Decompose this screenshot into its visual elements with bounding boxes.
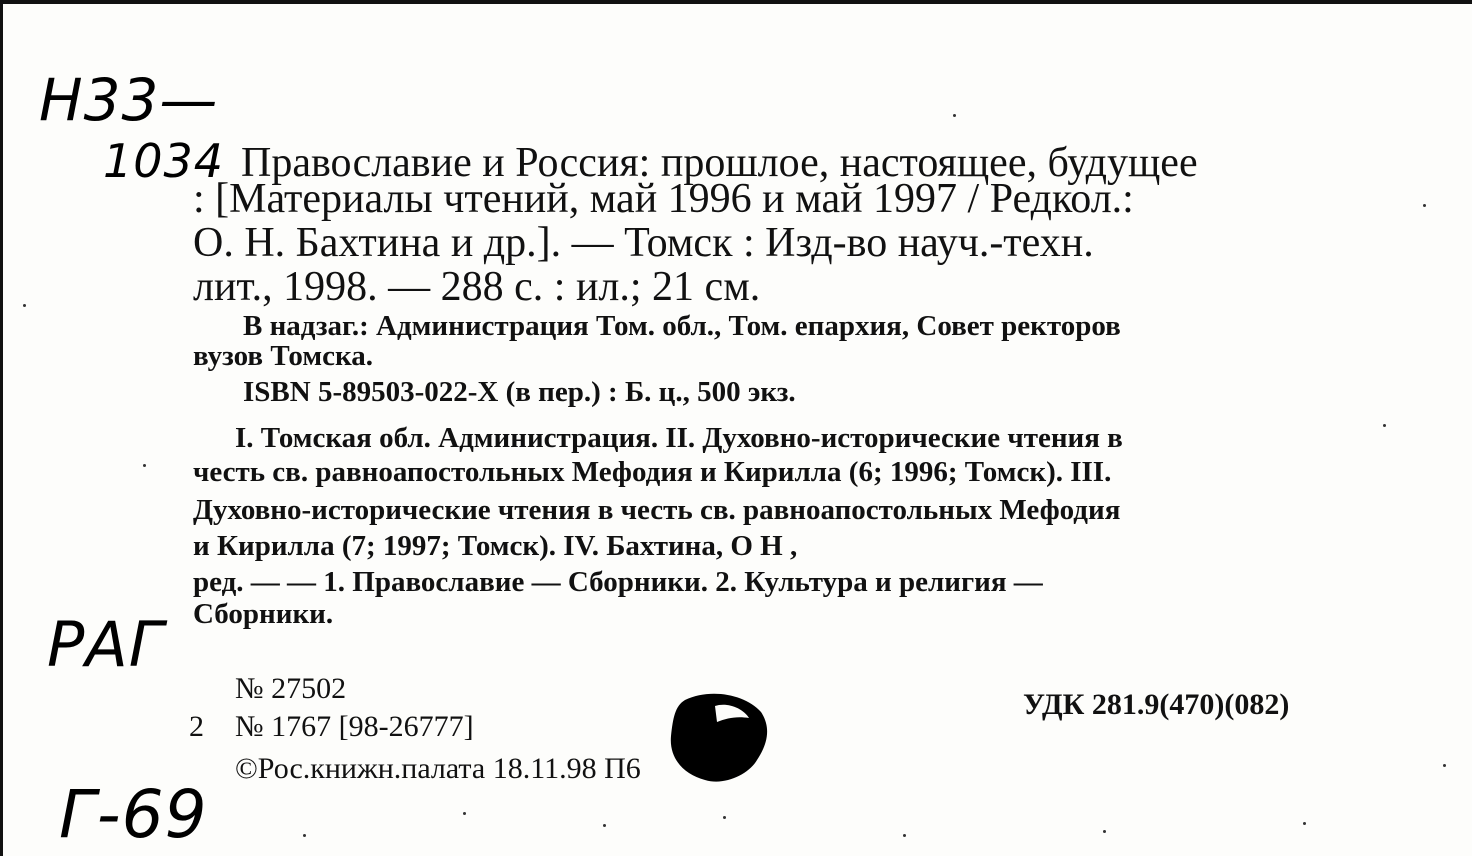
title-line-2: : [Материалы чтений, май 1996 и май 1997 / Редкол.: — [193, 176, 1134, 222]
title-line-4: лит., 1998. — 288 с. : ил.; 21 см. — [193, 264, 761, 310]
subject-line-6: Сборники. — [193, 598, 334, 630]
footer-number-1: № 27502 — [235, 672, 347, 705]
handwritten-mark-middle: РАГ — [47, 608, 165, 681]
subject-line-2: честь св. равноапостольных Мефодия и Кирилла (6; 1996; Томск). III. — [193, 456, 1112, 488]
handwritten-mark-bottom: Г-69 — [59, 776, 208, 853]
handwritten-shelf-number: 1034 — [103, 134, 225, 188]
footer-udk: УДК 281.9(470)(082) — [1023, 688, 1290, 721]
subject-line-4: и Кирилла (7; 1997; Томск). IV. Бахтина, О Н , — [193, 530, 798, 562]
footer-chamber: ©Рос.книжн.палата 18.11.98 П6 — [235, 752, 641, 785]
nadzag-line-2: вузов Томска. — [193, 340, 373, 372]
footer-number-2: № 1767 [98-26777] — [235, 710, 474, 743]
title-line-1: Православие и Россия: прошлое, настоящее, будущее — [241, 140, 1198, 186]
footer-copies: 2 — [189, 710, 204, 743]
handwritten-shelf-top: Н33— — [39, 66, 219, 134]
nadzag-line-1: В надзаг.: Администрация Том. обл., Том. епархия, Совет ректоров — [243, 310, 1121, 342]
ink-blot — [665, 688, 775, 788]
subject-line-1: I. Томская обл. Администрация. II. Духовно-исторические чтения в — [235, 422, 1123, 454]
subject-line-5: ред. — — 1. Православие — Сборники. 2. Культура и религия — — [193, 566, 1043, 598]
isbn-line: ISBN 5-89503-022-X (в пер.) : Б. ц., 500 экз. — [243, 376, 796, 408]
title-line-3: О. Н. Бахтина и др.]. — Томск : Изд-во науч.-техн. — [193, 220, 1094, 266]
subject-line-3: Духовно-исторические чтения в честь св. равноапостольных Мефодия — [193, 494, 1121, 526]
